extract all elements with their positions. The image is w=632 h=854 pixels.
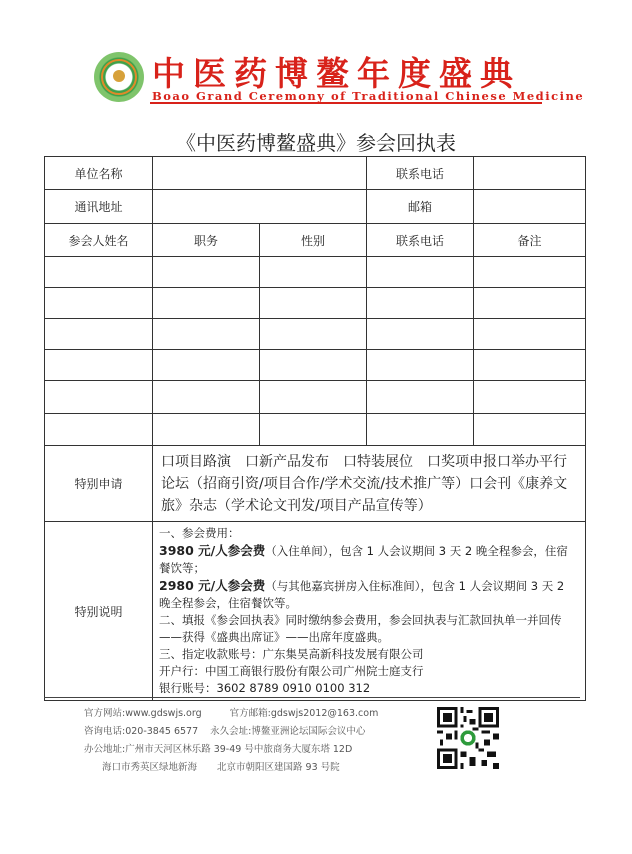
footer-contact xyxy=(84,705,378,777)
attendee-row xyxy=(45,257,586,288)
attendee-header-name: 参会人姓名 xyxy=(45,224,153,257)
brand-divider xyxy=(150,102,542,104)
footer-row-1 xyxy=(84,705,378,723)
footer-row-3 xyxy=(84,741,378,759)
phone-field[interactable] xyxy=(474,157,586,190)
phone-label: 联系电话 xyxy=(367,157,474,190)
footer-tel: 咨询电话:020-3845 6577 xyxy=(84,726,199,737)
qr-code-icon xyxy=(437,707,499,769)
registration-form xyxy=(44,156,586,701)
special-request-label: 特别申请 xyxy=(45,446,153,522)
fee-shared-amount: 2980 元/人参会费 xyxy=(159,578,266,593)
notes-fee-heading: 一、参会费用： xyxy=(159,526,240,540)
attendee-name-cell[interactable] xyxy=(45,350,153,381)
footer-email[interactable]: 官方邮箱:gdswjs2012@163.com xyxy=(229,708,379,719)
attendee-remark-cell[interactable] xyxy=(474,319,586,350)
attendee-gender-cell[interactable] xyxy=(260,381,367,414)
attendee-remark-cell[interactable] xyxy=(474,257,586,288)
attendee-gender-cell[interactable] xyxy=(260,319,367,350)
attendee-row xyxy=(45,381,586,414)
special-request-options[interactable]: 口项目路演 口新产品发布 口特装展位 口奖项申报口举办平行论坛（招商引资/项目合作/学术交流/技术推广等）口会刊《康养文旅》杂志（学术论文刊发/项目产品宣传等） xyxy=(153,446,586,522)
notes-account-heading: 三、指定收款账号：广东集昊高新科技发展有限公司 xyxy=(159,647,424,661)
footer-office-bj: 北京市朝阳区建国路 93 号院 xyxy=(217,762,340,773)
fee-shared-detail: （与其他嘉宾拼房入住标准间），包含 1 人会议期间 3 天 2 晚全程参会，住宿餐饮等。 xyxy=(159,579,565,610)
attendee-header-remark: 备注 xyxy=(474,224,586,257)
attendee-phone-cell[interactable] xyxy=(367,319,474,350)
attendee-row xyxy=(45,288,586,319)
attendee-title-cell[interactable] xyxy=(153,319,260,350)
attendee-remark-cell[interactable] xyxy=(474,288,586,319)
email-field[interactable] xyxy=(474,190,586,224)
special-request-row xyxy=(45,446,586,522)
form-row-unit xyxy=(45,157,586,190)
footer-office-hk: 海口市秀英区绿地新海 xyxy=(102,762,198,773)
notes-account-number: 银行账号：3602 8789 0910 0100 312 xyxy=(159,681,371,695)
notes-bank: 开户行：中国工商银行股份有限公司广州院士庭支行 xyxy=(159,664,424,678)
notes-label: 特别说明 xyxy=(45,522,153,701)
attendee-header-row xyxy=(45,224,586,257)
notes-fee-single xyxy=(159,542,579,577)
brand-title-en: Boao Grand Ceremony of Traditional Chinese Medicine xyxy=(152,89,585,103)
fee-single-detail: （入住单间），包含 1 人会议期间 3 天 2 晚全程参会，住宿餐饮等； xyxy=(159,544,568,575)
footer-venue: 永久会址:博鳌亚洲论坛国际会议中心 xyxy=(210,726,366,737)
attendee-remark-cell[interactable] xyxy=(474,381,586,414)
attendee-phone-cell[interactable] xyxy=(367,257,474,288)
email-label: 邮箱 xyxy=(367,190,474,224)
attendee-name-cell[interactable] xyxy=(45,414,153,446)
attendee-gender-cell[interactable] xyxy=(260,414,367,446)
attendee-row xyxy=(45,319,586,350)
attendee-row xyxy=(45,414,586,446)
attendee-gender-cell[interactable] xyxy=(260,350,367,381)
footer-office-gz: 办公地址:广州市天河区林乐路 39-49 号中旅商务大厦东塔 12D xyxy=(84,744,353,755)
attendee-phone-cell[interactable] xyxy=(367,414,474,446)
notes-content xyxy=(153,522,586,701)
attendee-phone-cell[interactable] xyxy=(367,288,474,319)
attendee-name-cell[interactable] xyxy=(45,319,153,350)
attendee-title-cell[interactable] xyxy=(153,257,260,288)
attendee-title-cell[interactable] xyxy=(153,350,260,381)
attendee-name-cell[interactable] xyxy=(45,257,153,288)
unit-name-label: 单位名称 xyxy=(45,157,153,190)
notes-submission: 二、填报《参会回执表》同时缴纳参会费用，参会回执表与汇款回执单一并回传——获得《盛典出席证》——出席年度盛典。 xyxy=(159,613,562,644)
attendee-title-cell[interactable] xyxy=(153,414,260,446)
attendee-gender-cell[interactable] xyxy=(260,288,367,319)
attendee-title-cell[interactable] xyxy=(153,381,260,414)
attendee-remark-cell[interactable] xyxy=(474,414,586,446)
attendee-header-phone: 联系电话 xyxy=(367,224,474,257)
unit-name-field[interactable] xyxy=(153,157,367,190)
footer-row-2 xyxy=(84,723,378,741)
attendee-remark-cell[interactable] xyxy=(474,350,586,381)
notes-row xyxy=(45,522,586,701)
attendee-gender-cell[interactable] xyxy=(260,257,367,288)
footer-row-4 xyxy=(84,759,378,777)
address-label: 通讯地址 xyxy=(45,190,153,224)
attendee-header-gender: 性别 xyxy=(260,224,367,257)
fee-single-amount: 3980 元/人参会费 xyxy=(159,543,266,558)
form-title: 《中医药博鳌盛典》参会回执表 xyxy=(176,131,456,155)
address-field[interactable] xyxy=(153,190,367,224)
form-row-address xyxy=(45,190,586,224)
attendee-name-cell[interactable] xyxy=(45,288,153,319)
logo-center xyxy=(113,70,125,82)
attendee-name-cell[interactable] xyxy=(45,381,153,414)
footer-website[interactable]: 官方网站:www.gdswjs.org xyxy=(84,708,202,719)
attendee-phone-cell[interactable] xyxy=(367,381,474,414)
attendee-phone-cell[interactable] xyxy=(367,350,474,381)
footer-divider xyxy=(44,697,580,698)
notes-fee-shared xyxy=(159,577,579,612)
brand-title-cn: 中医药博鳌年度盛典 xyxy=(152,54,521,93)
attendee-row xyxy=(45,350,586,381)
attendee-title-cell[interactable] xyxy=(153,288,260,319)
attendee-header-title: 职务 xyxy=(153,224,260,257)
brand-logo xyxy=(94,52,144,102)
